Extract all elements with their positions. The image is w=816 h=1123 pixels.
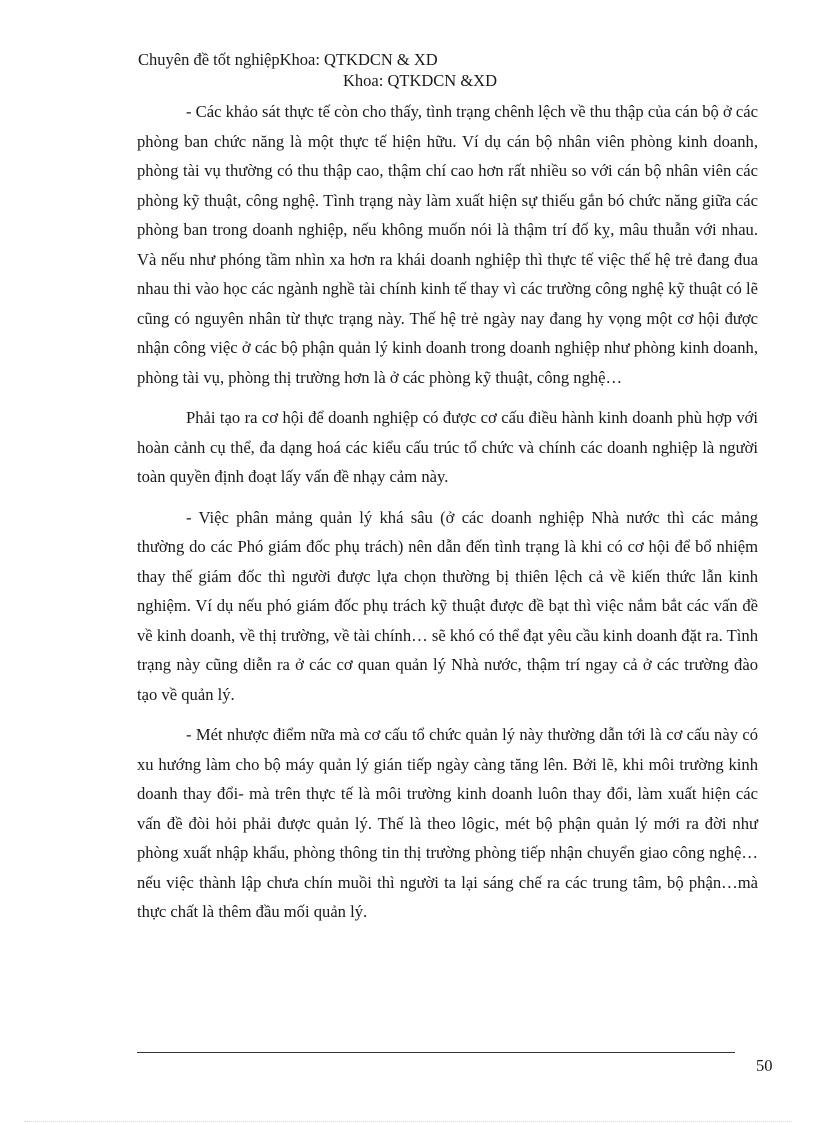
paragraph-1: - Các khảo sát thực tế còn cho thấy, tình trạng chênh lệch về thu thập của cán bộ ở các phòng ban chức năng là một thực tế hiện hữu. Ví dụ cán bộ nhân viên phòng kinh doanh, phòng tài vụ thường có thu thập cao, thậm chí cao hơn rất nhiều so với cán bộ nhân viên các phòng kỹ thuật, công nghệ. Tình trạng này làm xuất hiện sự thiếu gắn bó chức năng giữa các phòng ban trong doanh nghiệp, nếu không muốn nói là thậm trí đố kỵ, mâu thuẫn với nhau. Và nếu như phóng tầm nhìn xa hơn ra khái doanh nghiệp thì thực tế việc thế hệ trẻ đang đua nhau thi vào học các ngành nghề tài chính kinh tế thay vì các trường công nghệ kỹ thuật có lẽ cũng có nguyên nhân từ thực trạng này. Thế hệ trẻ ngày nay đang hy vọng một cơ hội được nhận công việc ở các bộ phận quản lý kinh doanh trong doanh nghiệp như phòng kinh doanh, phòng tài vụ, phòng thị trường hơn là ở các phòng kỹ thuật, công nghệ…	[137, 102, 758, 387]
paragraph-3: - Việc phân mảng quản lý khá sâu (ở các doanh nghiệp Nhà nước thì các mảng thường do các Phó giám đốc phụ trách) nên dẫn đến tình trạng là khi có cơ hội để bổ nhiệm thay thế giám đốc thì người được lựa chọn thường bị thiên lệch cả về kiến thức lẫn kinh nghiệm. Ví dụ nếu phó giám đốc phụ trách kỹ thuật được đề bạt thì việc nắm bắt các vấn đề về kinh doanh, về thị trường, về tài chính… sẽ khó có thể đạt yêu cầu kinh doanh đặt ra. Tình trạng này cũng diễn ra ở các cơ quan quản lý Nhà nước, thậm trí ngay cả ở các trường đào tạo về quản lý.	[137, 507, 758, 704]
document-body	[137, 97, 758, 938]
header-title: Chuyên đề tốt nghiệpKhoa: QTKDCN & XD	[138, 50, 438, 69]
page-number: 50	[756, 1056, 773, 1075]
paragraph-2: Phải tạo ra cơ hội để doanh nghiệp có được cơ cấu điều hành kinh doanh phù hợp với hoàn cảnh cụ thể, đa dạng hoá các kiểu cấu trúc tổ chức và chính các doanh nghiệp là người toàn quyền định đoạt lấy vấn đề nhạy cảm này.	[137, 408, 758, 486]
paragraph-4: - Mét nhược điểm nữa mà cơ cấu tổ chức quản lý này thường dẫn tới là cơ cấu này có xu hướng làm cho bộ máy quản lý gián tiếp ngày càng tăng lên. Bởi lẽ, khi môi trường kinh doanh thay đổi- mà trên thực tế là môi trường kinh doanh luôn thay đổi, làm xuất hiện các vấn đề đòi hỏi phải được quản lý. Thế là theo lôgic, mét bộ phận quản lý mới ra đời như phòng xuất nhập khẩu, phòng thông tin thị trường phòng tiếp nhận chuyển giao công nghệ… nếu việc thành lập chưa chín muồi thì người ta lại sáng chế ra các trung tâm, bộ phận…mà thực chất là thêm đầu mối quản lý.	[137, 725, 758, 921]
footer-divider	[137, 1052, 735, 1053]
header-department: Khoa: QTKDCN &XD	[343, 71, 497, 90]
page-edge-divider	[24, 1121, 792, 1122]
